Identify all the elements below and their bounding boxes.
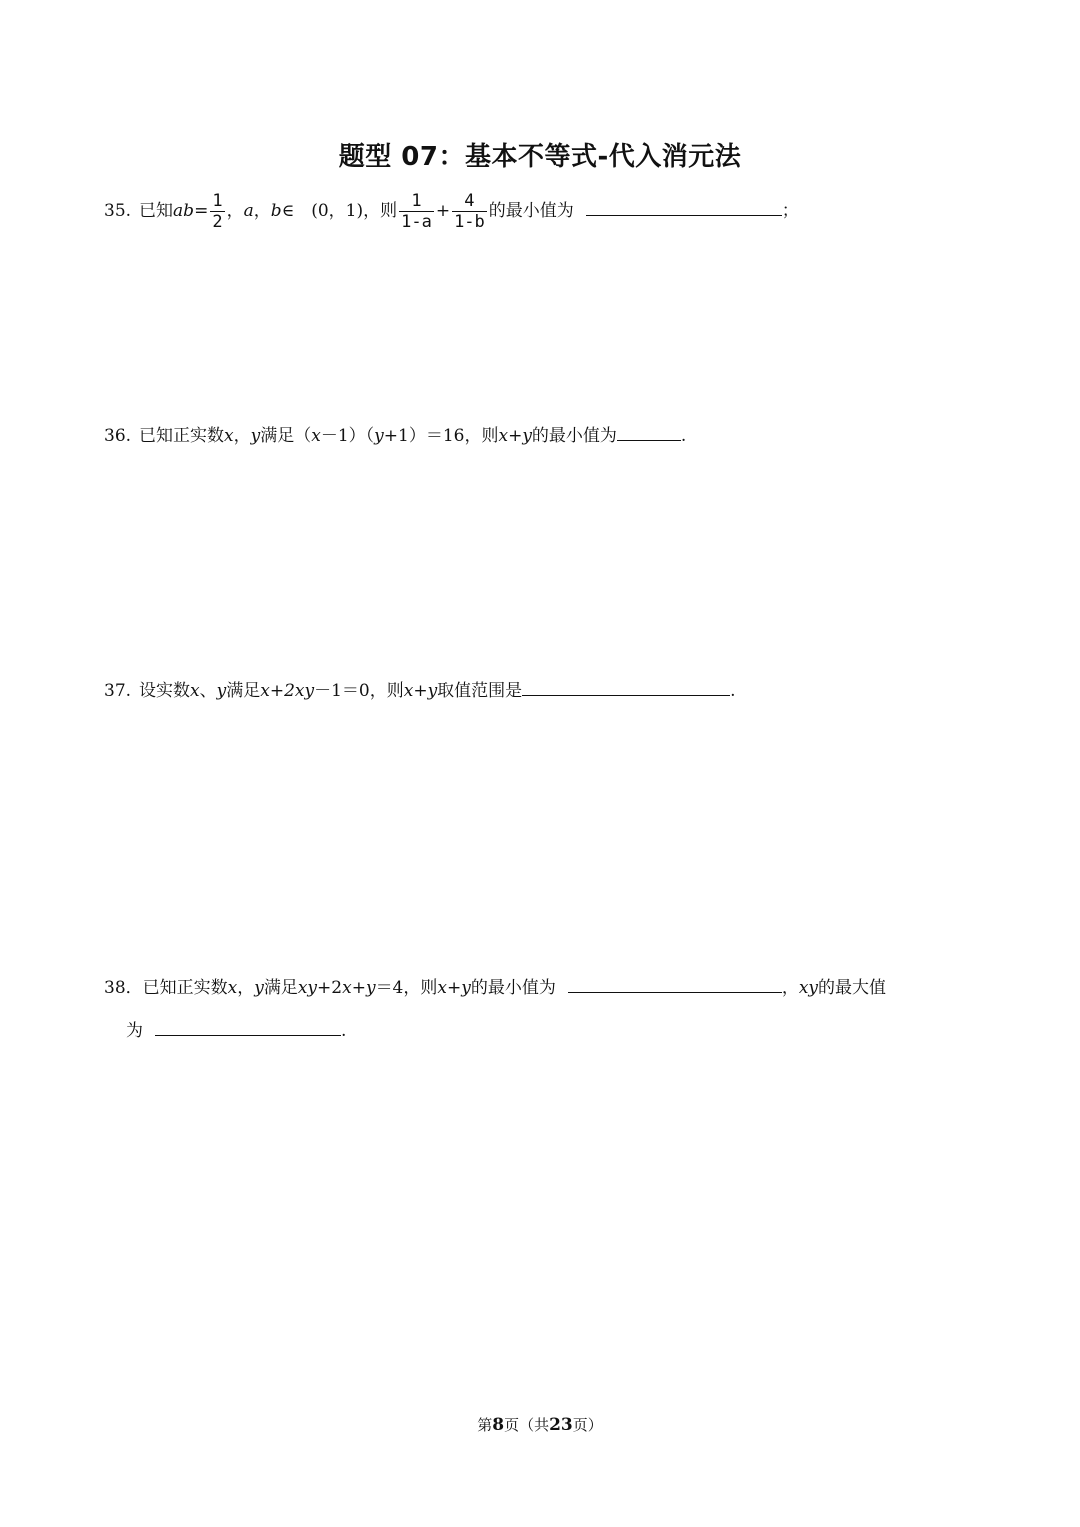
question-38-line-2: 为 . <box>126 1017 346 1043</box>
page-title: 题型 07：基本不等式-代入消元法 <box>338 142 742 172</box>
page-number: 8 <box>492 1415 505 1435</box>
fraction-1-over-1-minus-a: $\frac{1}{1-a}$ <box>401 191 432 232</box>
total-pages: 23 <box>549 1415 573 1435</box>
question-number: 36. <box>104 426 132 446</box>
answer-blank[interactable] <box>522 677 730 696</box>
fraction-one-half: $\frac{1}{2}$ <box>212 191 223 232</box>
question-number: 38． <box>104 978 143 998</box>
question-number: 37. <box>104 681 132 701</box>
answer-blank[interactable] <box>617 422 681 441</box>
answer-blank-max[interactable] <box>155 1017 341 1036</box>
page-footer: 第8页（共23页） <box>477 1415 603 1435</box>
answer-blank-min[interactable] <box>568 974 782 993</box>
answer-blank[interactable] <box>586 197 782 216</box>
question-38: 38．已知正实数x，y满足xy+2x+y＝4，则x+y的最小值为 ，xy的最大值 <box>104 974 886 1000</box>
question-35: 35. 已知ab= $\frac{1}{2}$ ，a，b∈ (0，1)，则 $\frac{1}{1-a}$ + $\frac{4}{1-b}$ 的最小值为 ； <box>104 191 799 232</box>
question-number: 35. <box>104 201 132 221</box>
question-36: 36. 已知正实数x，y满足（x－1）（y+1）＝16，则x+y的最小值为 . <box>104 422 686 448</box>
fraction-4-over-1-minus-b: $\frac{4}{1-b}$ <box>454 191 485 232</box>
question-37: 37. 设实数x、y满足x+2xy－1＝0，则x+y取值范围是 . <box>104 677 736 703</box>
